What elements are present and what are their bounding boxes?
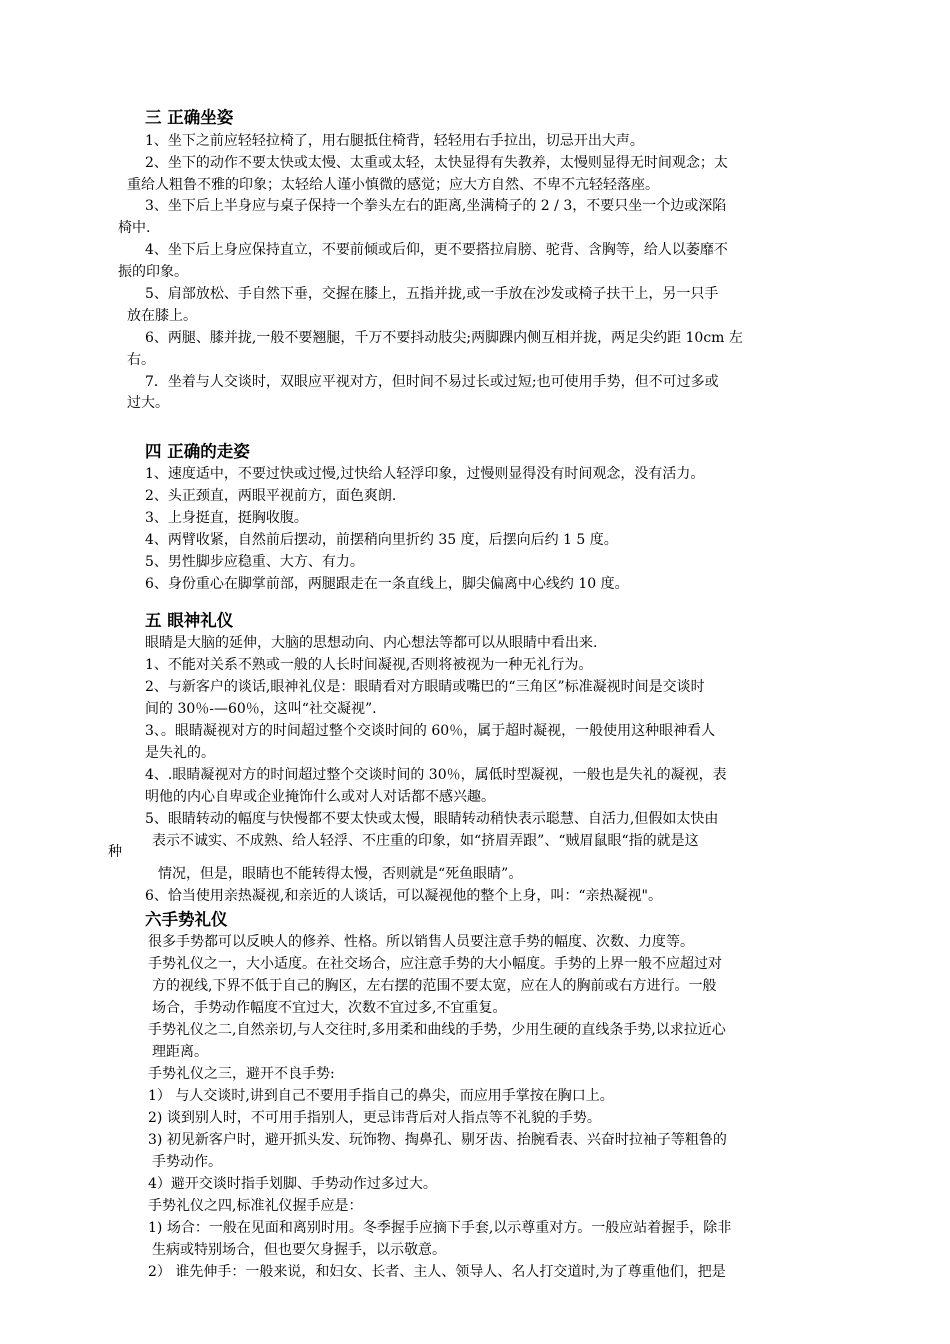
text-line: 生病或特别场合，但也要欠身握手，以示敬意。 — [152, 1242, 446, 1258]
text-line: 过大。 — [127, 395, 169, 411]
text-line: 明他的内心自卑或企业掩饰什么或对人对话都不感兴趣。 — [145, 789, 495, 805]
text-line: 2、坐下的动作不要太快或太慢、太重或太轻，太快显得有失教养，太慢则显得无时间观念；太 — [145, 155, 728, 171]
text-line: 眼睛是大脑的延伸，大脑的思想动向、内心想法等都可以从眼睛中看出来. — [145, 635, 598, 651]
text-line: 手势礼仪之一，大小适度。在社交场合，应注意手势的大小幅度。手势的上界一般不应超过对 — [148, 956, 722, 972]
text-line: 5、男性脚步应稳重、大方、有力。 — [145, 554, 364, 570]
text-line: 2、头正颈直，两眼平视前方，面色爽朗. — [145, 488, 397, 504]
text-line: 右。 — [127, 352, 155, 368]
text-line: 椅中. — [118, 220, 151, 236]
text-line: 方的视线,下界不低于自己的胸区，左右摆的范围不要太宽，应在人的胸前或右方进行。一般 — [152, 978, 717, 994]
text-line: 2） 谁先伸手：一般来说，和妇女、长者、主人、领导人、名人打交道时,为了尊重他们，把是 — [148, 1264, 726, 1280]
text-line: 重给人粗鲁不雅的印象；太轻给人谨小慎微的感觉；应大方自然、不卑不亢轻轻落座。 — [127, 177, 659, 193]
text-line: 表示不诚实、不成熟、给人轻浮、不庄重的印象，如“挤眉弄跟”、“贼眉鼠眼“指的就是这 — [152, 833, 699, 849]
section-heading-eye-contact: 五 眼神礼仪 — [145, 611, 234, 630]
text-line: 手势礼仪之二,自然亲切,与人交往时,多用柔和曲线的手势，少用生硬的直线条手势,以求拉近心 — [148, 1022, 726, 1038]
text-line: 4、.眼睛凝视对方的时间超过整个交谈时间的 30％，属低时型凝视，一般也是失礼的凝视，表 — [145, 767, 727, 783]
text-line: 6、两腿、膝并拢,一般不要翘腿，千万不要抖动肢尖;两脚踝内侧互相并拢，两足尖约距 10cm 左 — [145, 330, 743, 346]
text-line: 4）避开交谈时指手划脚、手势动作过多过大。 — [148, 1176, 437, 1192]
text-line: 3、上身挺直，挺胸收腹。 — [145, 510, 308, 526]
section-heading-walking: 四 正确的走姿 — [145, 442, 250, 461]
text-line: 2) 谈到别人时，不可用手指别人，更忌讳背后对人指点等不礼貌的手势。 — [148, 1110, 601, 1126]
text-line: 5、肩部放松、手自然下垂，交握在膝上，五指并拢,或一手放在沙发或椅子扶干上，另一只手 — [145, 286, 719, 302]
text-line: 7．坐着与人交谈时，双眼应平视对方，但时间不易过长或过短;也可使用手势，但不可过多或 — [145, 374, 719, 390]
text-line: 3、坐下后上半身应与桌子保持一个拳头左右的距离,坐满椅子的 2 / 3，不要只坐一个边或深陷 — [145, 198, 727, 214]
text-line: 6、身份重心在脚掌前部，两腿跟走在一条直线上，脚尖偏离中心线约 10 度。 — [145, 576, 629, 592]
text-line: 振的印象。 — [118, 264, 188, 280]
text-line: 3) 初见新客户时，避开抓头发、玩饰物、掏鼻孔、剔牙齿、抬腕看表、兴奋时拉袖子等粗鲁的 — [148, 1132, 727, 1148]
text-line: 1、速度适中，不要过快或过慢,过快给人轻浮印象，过慢则显得没有时间观念，没有活力。 — [145, 466, 705, 482]
text-line: 2、与新客户的谈话,眼神礼仪是：眼睛看对方眼睛或嘴巴的“三角区”标准凝视时间是交谈时 — [145, 679, 705, 695]
text-line: 很多手势都可以反映人的修养、性格。所以销售人员要注意手势的幅度、次数、力度等。 — [148, 934, 694, 950]
text-line: 4、坐下后上身应保持直立，不要前倾或后仰，更不要搭拉肩膀、驼背、含胸等，给人以萎靡不 — [145, 242, 728, 258]
text-line: 6、恰当使用亲热凝视,和亲近的人谈话，可以凝视他的整个上身，叫：“亲热凝视"。 — [145, 888, 662, 904]
text-line: 手势礼仪之四,标准礼仪握手应是： — [148, 1198, 363, 1214]
text-line: 情况，但是，眼睛也不能转得太慢，否则就是“死鱼眼睛”。 — [158, 866, 523, 882]
text-line: 1、不能对关系不熟或一般的人长时间凝视,否则将被视为一种无礼行为。 — [145, 657, 593, 673]
section-heading-sitting: 三 正确坐姿 — [145, 108, 234, 127]
text-line: 放在膝上。 — [127, 308, 197, 324]
text-line: 1、坐下之前应轻轻拉椅了，用右腿抵住椅背，轻轻用右手拉出，切忌开出大声。 — [145, 133, 644, 149]
text-line: 4、两臂收紧，自然前后摆动，前摆稍向里折约 35 度，后摆向后约 1 5 度。 — [145, 532, 618, 548]
text-line: 种 — [108, 844, 122, 860]
text-line: 手势动作。 — [152, 1154, 222, 1170]
section-heading-gestures: 六手势礼仪 — [145, 910, 228, 929]
text-line: 1） 与人交谈时,讲到自己不要用手指自己的鼻尖，而应用手掌按在胸口上。 — [148, 1088, 614, 1104]
text-line: 1) 场合：一般在见面和离别时用。冬季握手应摘下手套,以示尊重对方。一般应站着握手，除非 — [148, 1220, 732, 1236]
text-line: 是失礼的。 — [145, 745, 215, 761]
text-line: 5、眼睛转动的幅度与快慢都不要太快或太慢，眼睛转动稍快表示聪慧、自活力,但假如太快由 — [145, 811, 719, 827]
text-line: 场合，手势动作幅度不宜过大，次数不宜过多,不宜重复。 — [152, 1000, 507, 1016]
text-line: 理距离。 — [152, 1044, 208, 1060]
text-line: 手势礼仪之三，避开不良手势: — [148, 1066, 335, 1082]
text-line: 间的 30％-—60％，这叫“社交凝视”. — [145, 701, 377, 717]
text-line: 3、。眼睛凝视对方的时间超过整个交谈时间的 60％，属于超时凝视，一般使用这种眼神看人 — [145, 723, 716, 739]
